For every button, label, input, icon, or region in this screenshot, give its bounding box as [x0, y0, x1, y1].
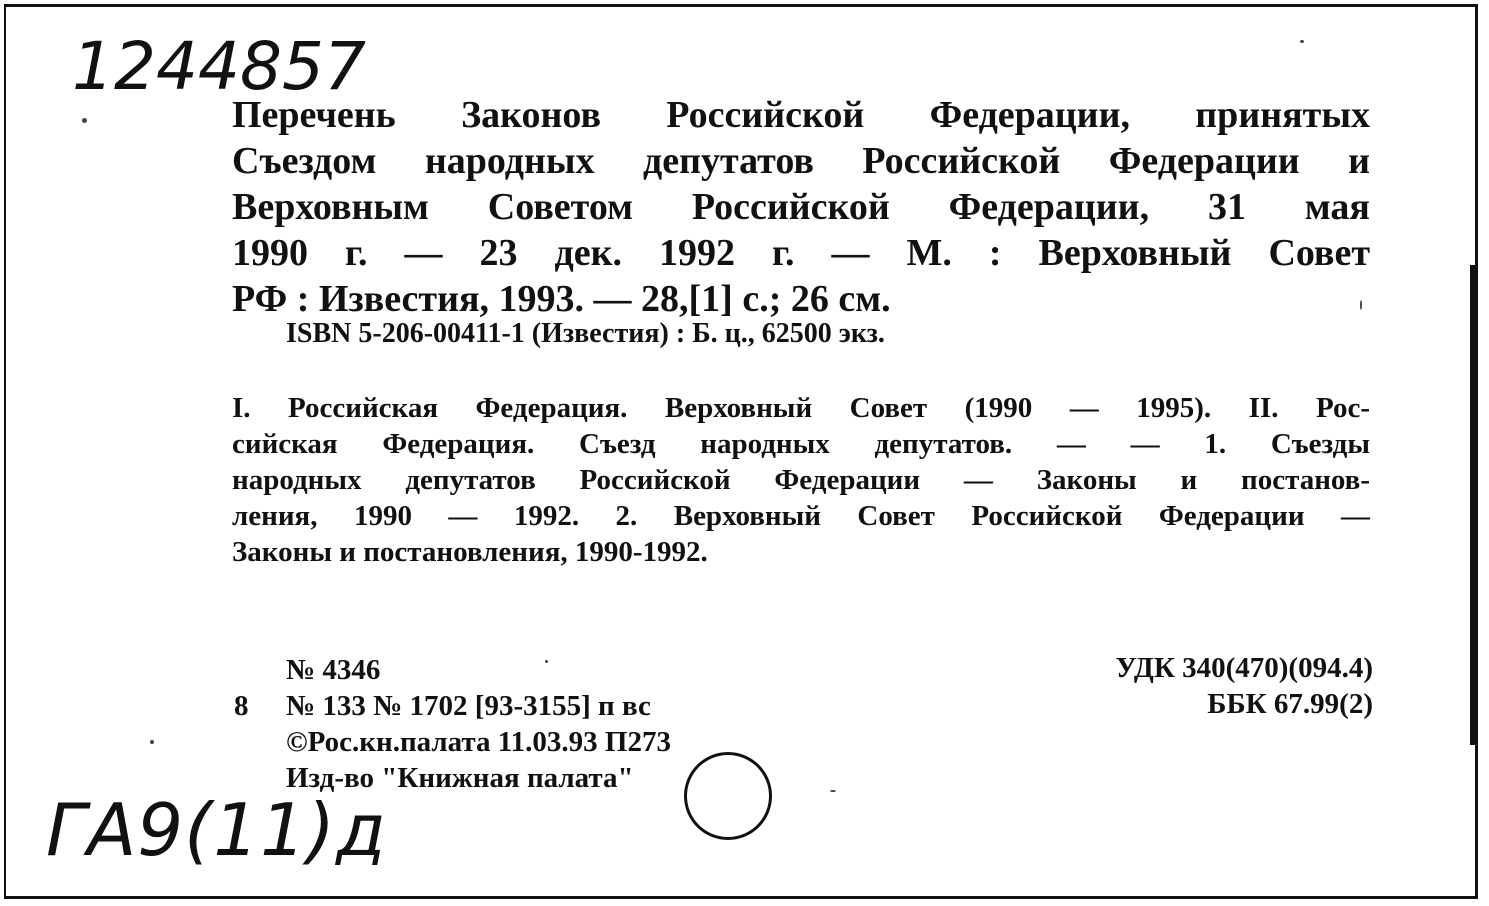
card-edge-shadow	[1470, 265, 1476, 745]
title-line: Съездом народных депутатов Российской Федерации и	[232, 140, 1370, 182]
subject-line: ления, 1990 — 1992. 2. Верховный Совет Российской Федерации —	[232, 500, 1370, 532]
imprint-numbers: № 133 № 1702 [93-3155] п вс	[286, 690, 651, 722]
title-line: РФ : Известия, 1993. — 28,[1] с.; 26 см.	[232, 278, 891, 320]
subject-headings	[232, 390, 1370, 570]
copyright-line: ©Рос.кн.палата 11.03.93 П273	[286, 726, 671, 758]
record-number: № 4346	[286, 654, 381, 686]
print-speck	[82, 118, 87, 123]
isbn-line: ISBN 5-206-00411-1 (Известия) : Б. ц., 62500 экз.	[286, 318, 885, 349]
imprint-block	[234, 652, 671, 796]
title-line: Верховным Советом Российской Федерации, 31 мая	[232, 186, 1370, 228]
print-speck	[830, 790, 836, 792]
bibliographic-description	[232, 92, 1370, 322]
subject-line: народных депутатов Российской Федерации — Законы и постанов-	[232, 464, 1370, 496]
handwritten-shelf-mark: ГА9(11)д	[46, 788, 387, 872]
print-speck	[150, 740, 154, 744]
publisher-line: Изд-во "Книжная палата"	[286, 762, 634, 794]
subject-line: I. Российская Федерация. Верховный Совет (1990 — 1995). II. Рос-	[232, 392, 1370, 424]
imprint-prefix: 8	[234, 690, 249, 722]
hole-punch-circle	[684, 752, 772, 840]
title-line: Перечень Законов Российской Федерации, принятых	[232, 94, 1370, 136]
print-speck	[1360, 300, 1362, 310]
bbk-code: ББК 67.99(2)	[1207, 688, 1373, 720]
print-speck	[1300, 40, 1304, 43]
print-speck	[545, 660, 548, 663]
handwritten-inventory-number: 1244857	[72, 28, 366, 105]
udk-code: УДК 340(470)(094.4)	[1115, 652, 1373, 684]
subject-line: сийская Федерация. Съезд народных депутатов. — — 1. Съезды	[232, 428, 1370, 460]
title-line: 1990 г. — 23 дек. 1992 г. — М. : Верховный Совет	[232, 232, 1370, 274]
classification-block	[1116, 650, 1373, 722]
subject-line: Законы и постановления, 1990-1992.	[232, 536, 708, 568]
